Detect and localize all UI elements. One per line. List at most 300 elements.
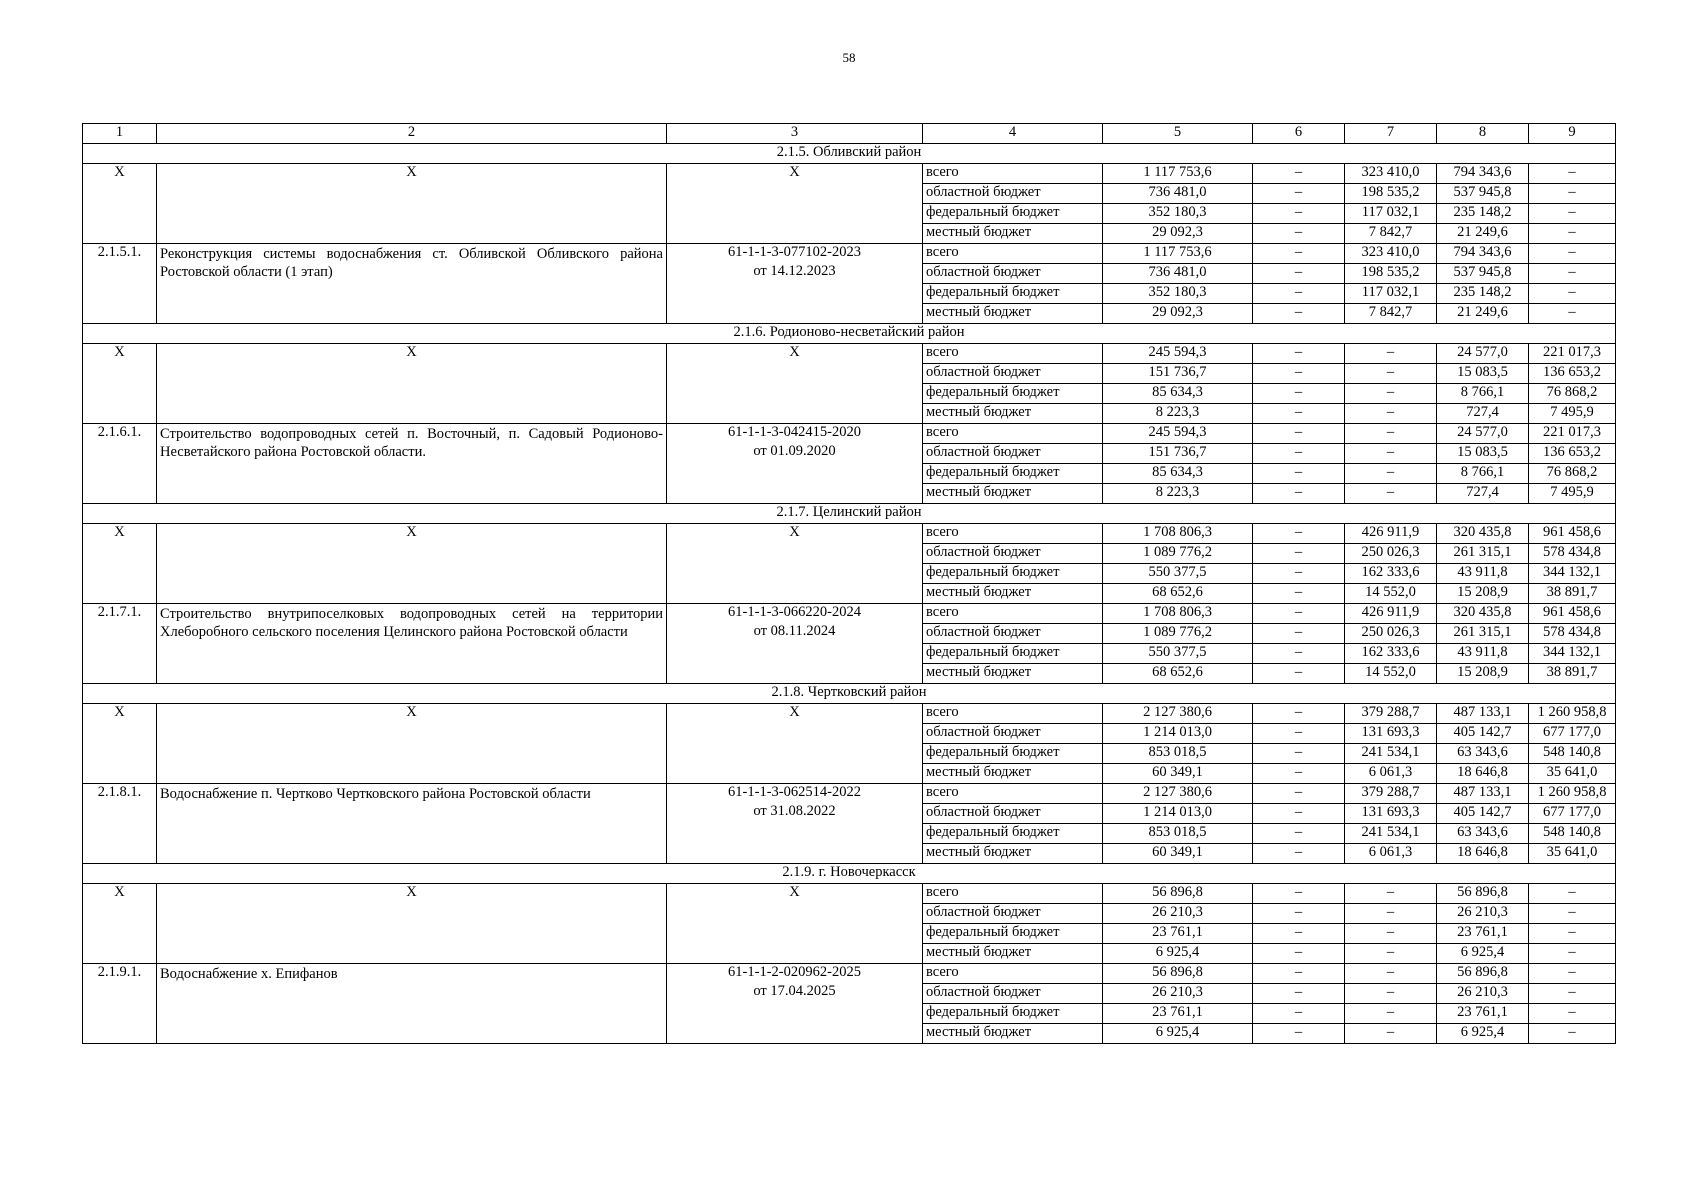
table-row [83,884,1616,904]
budget-source: федеральный бюджет [923,464,1103,484]
budget-source: местный бюджет [923,484,1103,504]
year-col-7: – [1345,1004,1437,1024]
item-description: Водоснабжение х. Епифанов [157,964,667,1044]
budget-source: всего [923,244,1103,264]
year-col-7: 131 693,3 [1345,724,1437,744]
document-date: от 31.08.2022 [753,802,836,819]
total-amount: 2 127 380,6 [1103,784,1253,804]
total-amount: 151 736,7 [1103,444,1253,464]
year-col-7: – [1345,444,1437,464]
year-col-7: 7 842,7 [1345,224,1437,244]
year-col-8: 43 911,8 [1437,644,1529,664]
year-col-6: – [1253,184,1345,204]
year-col-8: 56 896,8 [1437,964,1529,984]
total-amount: 29 092,3 [1103,304,1253,324]
budget-source: всего [923,344,1103,364]
year-col-7: – [1345,1024,1437,1044]
year-col-7: 426 911,9 [1345,524,1437,544]
year-col-6: – [1253,264,1345,284]
section-title: 2.1.9. г. Новочеркасск [83,864,1616,884]
year-col-9: 35 641,0 [1529,844,1616,864]
document-number: X [789,344,800,360]
total-amount: 60 349,1 [1103,764,1253,784]
document-date: от 14.12.2023 [753,262,836,279]
total-amount: 1 708 806,3 [1103,604,1253,624]
year-col-8: 15 083,5 [1437,364,1529,384]
document-number: 61-1-1-3-062514-2022 [728,784,861,800]
year-col-7: 117 032,1 [1345,204,1437,224]
total-amount: 1 089 776,2 [1103,544,1253,564]
item-number: 2.1.9.1. [83,964,157,1044]
year-col-8: 24 577,0 [1437,344,1529,364]
year-col-7: 198 535,2 [1345,184,1437,204]
table-row [83,524,1616,544]
year-col-9: 578 434,8 [1529,624,1616,644]
year-col-7: – [1345,424,1437,444]
document-date: от 01.09.2020 [753,442,836,459]
year-col-8: 261 315,1 [1437,544,1529,564]
year-col-7: – [1345,884,1437,904]
year-col-6: – [1253,204,1345,224]
year-col-6: – [1253,304,1345,324]
year-col-9: – [1529,964,1616,984]
year-col-6: – [1253,804,1345,824]
year-col-7: – [1345,484,1437,504]
total-amount: 56 896,8 [1103,964,1253,984]
year-col-7: 323 410,0 [1345,244,1437,264]
year-col-7: 6 061,3 [1345,764,1437,784]
year-col-8: 727,4 [1437,404,1529,424]
year-col-6: – [1253,984,1345,1004]
year-col-8: 8 766,1 [1437,464,1529,484]
total-amount: 2 127 380,6 [1103,704,1253,724]
item-number: 2.1.8.1. [83,784,157,864]
item-document [667,884,923,964]
item-number: X [83,704,157,784]
year-col-9: – [1529,944,1616,964]
year-col-7: – [1345,904,1437,924]
column-header: 6 [1253,124,1345,144]
year-col-6: – [1253,524,1345,544]
item-description: X [157,704,667,784]
section-title-row [83,144,1616,164]
budget-source: федеральный бюджет [923,924,1103,944]
total-amount: 85 634,3 [1103,384,1253,404]
column-header: 1 [83,124,157,144]
total-amount: 23 761,1 [1103,1004,1253,1024]
item-number: X [83,164,157,244]
year-col-7: 131 693,3 [1345,804,1437,824]
year-col-8: 320 435,8 [1437,524,1529,544]
year-col-9: – [1529,1004,1616,1024]
year-col-7: – [1345,404,1437,424]
year-col-8: 23 761,1 [1437,1004,1529,1024]
year-col-6: – [1253,744,1345,764]
budget-source: местный бюджет [923,944,1103,964]
total-amount: 550 377,5 [1103,644,1253,664]
item-document [667,164,923,244]
column-header: 3 [667,124,923,144]
year-col-9: 38 891,7 [1529,664,1616,684]
year-col-9: 1 260 958,8 [1529,784,1616,804]
document-number: 61-1-1-3-066220-2024 [728,604,861,620]
year-col-6: – [1253,544,1345,564]
year-col-8: 15 083,5 [1437,444,1529,464]
item-number: X [83,344,157,424]
year-col-7: – [1345,924,1437,944]
budget-source: всего [923,604,1103,624]
column-header-row [83,124,1616,144]
budget-source: всего [923,964,1103,984]
section-title: 2.1.7. Целинский район [83,504,1616,524]
total-amount: 1 214 013,0 [1103,804,1253,824]
year-col-9: 38 891,7 [1529,584,1616,604]
document-date: от 08.11.2024 [753,622,836,639]
year-col-9: 344 132,1 [1529,564,1616,584]
column-header: 9 [1529,124,1616,144]
total-amount: 853 018,5 [1103,824,1253,844]
year-col-6: – [1253,424,1345,444]
table-row [83,424,1616,444]
year-col-9: – [1529,184,1616,204]
budget-table [82,123,1616,1044]
budget-source: федеральный бюджет [923,384,1103,404]
year-col-6: – [1253,464,1345,484]
year-col-9: – [1529,984,1616,1004]
year-col-7: 426 911,9 [1345,604,1437,624]
year-col-8: 21 249,6 [1437,224,1529,244]
year-col-7: 162 333,6 [1345,644,1437,664]
year-col-9: – [1529,1024,1616,1044]
total-amount: 29 092,3 [1103,224,1253,244]
total-amount: 1 117 753,6 [1103,244,1253,264]
budget-source: всего [923,164,1103,184]
budget-source: местный бюджет [923,1024,1103,1044]
document-number: X [789,704,800,720]
year-col-8: 537 945,8 [1437,264,1529,284]
budget-source: областной бюджет [923,624,1103,644]
budget-source: местный бюджет [923,844,1103,864]
year-col-7: 241 534,1 [1345,824,1437,844]
table-row [83,704,1616,724]
section-title-row [83,324,1616,344]
section-title: 2.1.8. Чертковский район [83,684,1616,704]
year-col-8: 23 761,1 [1437,924,1529,944]
year-col-9: 578 434,8 [1529,544,1616,564]
page-number: 58 [842,50,856,65]
year-col-8: 24 577,0 [1437,424,1529,444]
section-title: 2.1.5. Обливский район [83,144,1616,164]
year-col-6: – [1253,564,1345,584]
item-document [667,604,923,684]
budget-source: областной бюджет [923,724,1103,744]
year-col-8: 56 896,8 [1437,884,1529,904]
year-col-8: 487 133,1 [1437,704,1529,724]
year-col-9: – [1529,244,1616,264]
year-col-6: – [1253,164,1345,184]
table-row [83,244,1616,264]
budget-source: областной бюджет [923,804,1103,824]
year-col-8: 405 142,7 [1437,724,1529,744]
year-col-6: – [1253,284,1345,304]
year-col-8: 794 343,6 [1437,244,1529,264]
total-amount: 8 223,3 [1103,404,1253,424]
year-col-7: – [1345,344,1437,364]
year-col-9: 1 260 958,8 [1529,704,1616,724]
year-col-6: – [1253,764,1345,784]
year-col-6: – [1253,964,1345,984]
item-description: Реконструкция системы водоснабжения ст. Обливской Обливского района Ростовской области (1 этап) [157,244,667,324]
total-amount: 151 736,7 [1103,364,1253,384]
table-row [83,784,1616,804]
document-number: X [789,164,800,180]
budget-source: всего [923,884,1103,904]
budget-source: федеральный бюджет [923,564,1103,584]
year-col-8: 537 945,8 [1437,184,1529,204]
budget-source: областной бюджет [923,544,1103,564]
year-col-6: – [1253,344,1345,364]
item-document [667,964,923,1044]
item-number: X [83,884,157,964]
year-col-6: – [1253,664,1345,684]
item-document [667,244,923,324]
total-amount: 23 761,1 [1103,924,1253,944]
table-row [83,604,1616,624]
section-title-row [83,504,1616,524]
year-col-7: 7 842,7 [1345,304,1437,324]
year-col-9: 221 017,3 [1529,424,1616,444]
total-amount: 550 377,5 [1103,564,1253,584]
document-number: X [789,524,800,540]
year-col-9: 7 495,9 [1529,484,1616,504]
year-col-7: – [1345,944,1437,964]
item-description: X [157,884,667,964]
budget-source: местный бюджет [923,404,1103,424]
column-header: 4 [923,124,1103,144]
year-col-6: – [1253,384,1345,404]
year-col-7: – [1345,984,1437,1004]
table-row [83,964,1616,984]
year-col-8: 63 343,6 [1437,744,1529,764]
year-col-9: 136 653,2 [1529,364,1616,384]
budget-source: федеральный бюджет [923,644,1103,664]
year-col-6: – [1253,624,1345,644]
year-col-7: 241 534,1 [1345,744,1437,764]
year-col-7: 14 552,0 [1345,664,1437,684]
year-col-8: 6 925,4 [1437,944,1529,964]
year-col-9: 136 653,2 [1529,444,1616,464]
year-col-7: 250 026,3 [1345,544,1437,564]
year-col-7: 323 410,0 [1345,164,1437,184]
budget-source: местный бюджет [923,664,1103,684]
budget-source: областной бюджет [923,984,1103,1004]
column-header: 7 [1345,124,1437,144]
total-amount: 26 210,3 [1103,984,1253,1004]
year-col-8: 6 925,4 [1437,1024,1529,1044]
budget-source: федеральный бюджет [923,824,1103,844]
year-col-7: – [1345,964,1437,984]
year-col-6: – [1253,364,1345,384]
item-document [667,704,923,784]
year-col-8: 8 766,1 [1437,384,1529,404]
year-col-9: – [1529,304,1616,324]
budget-source: областной бюджет [923,444,1103,464]
year-col-7: 250 026,3 [1345,624,1437,644]
year-col-8: 794 343,6 [1437,164,1529,184]
year-col-8: 18 646,8 [1437,764,1529,784]
year-col-7: – [1345,384,1437,404]
year-col-9: 548 140,8 [1529,824,1616,844]
budget-source: федеральный бюджет [923,744,1103,764]
year-col-6: – [1253,844,1345,864]
item-description: Водоснабжение п. Чертково Чертковского района Ростовской области [157,784,667,864]
budget-source: федеральный бюджет [923,1004,1103,1024]
year-col-6: – [1253,244,1345,264]
total-amount: 26 210,3 [1103,904,1253,924]
year-col-9: 76 868,2 [1529,384,1616,404]
year-col-8: 15 208,9 [1437,584,1529,604]
year-col-7: 117 032,1 [1345,284,1437,304]
year-col-8: 235 148,2 [1437,204,1529,224]
budget-source: местный бюджет [923,764,1103,784]
year-col-8: 63 343,6 [1437,824,1529,844]
year-col-7: – [1345,464,1437,484]
year-col-7: 198 535,2 [1345,264,1437,284]
year-col-9: 548 140,8 [1529,744,1616,764]
total-amount: 245 594,3 [1103,424,1253,444]
year-col-6: – [1253,1004,1345,1024]
item-number: X [83,524,157,604]
year-col-6: – [1253,604,1345,624]
year-col-9: 961 458,6 [1529,524,1616,544]
total-amount: 68 652,6 [1103,664,1253,684]
year-col-9: 344 132,1 [1529,644,1616,664]
document-number: X [789,884,800,900]
year-col-6: – [1253,784,1345,804]
total-amount: 6 925,4 [1103,1024,1253,1044]
year-col-6: – [1253,924,1345,944]
budget-source: всего [923,704,1103,724]
total-amount: 8 223,3 [1103,484,1253,504]
year-col-9: – [1529,884,1616,904]
budget-source: местный бюджет [923,584,1103,604]
year-col-8: 405 142,7 [1437,804,1529,824]
year-col-6: – [1253,704,1345,724]
year-col-6: – [1253,584,1345,604]
document-number: 61-1-1-3-077102-2023 [728,244,861,260]
total-amount: 352 180,3 [1103,284,1253,304]
year-col-7: 6 061,3 [1345,844,1437,864]
total-amount: 853 018,5 [1103,744,1253,764]
document-date: от 17.04.2025 [753,982,836,999]
year-col-8: 21 249,6 [1437,304,1529,324]
total-amount: 6 925,4 [1103,944,1253,964]
total-amount: 736 481,0 [1103,264,1253,284]
item-description: X [157,524,667,604]
year-col-9: 677 177,0 [1529,804,1616,824]
year-col-9: 221 017,3 [1529,344,1616,364]
column-header: 2 [157,124,667,144]
item-description: X [157,164,667,244]
total-amount: 1 089 776,2 [1103,624,1253,644]
item-description: Строительство водопроводных сетей п. Восточный, п. Садовый Родионово-Несветайского района Ростовской области. [157,424,667,504]
year-col-6: – [1253,944,1345,964]
year-col-7: 162 333,6 [1345,564,1437,584]
year-col-7: – [1345,364,1437,384]
year-col-9: 677 177,0 [1529,724,1616,744]
year-col-6: – [1253,824,1345,844]
item-description: X [157,344,667,424]
section-title: 2.1.6. Родионово-несветайский район [83,324,1616,344]
total-amount: 1 214 013,0 [1103,724,1253,744]
year-col-6: – [1253,444,1345,464]
budget-source: областной бюджет [923,184,1103,204]
year-col-6: – [1253,224,1345,244]
budget-source: всего [923,424,1103,444]
year-col-8: 26 210,3 [1437,904,1529,924]
year-col-8: 320 435,8 [1437,604,1529,624]
budget-source: местный бюджет [923,304,1103,324]
year-col-9: 35 641,0 [1529,764,1616,784]
total-amount: 85 634,3 [1103,464,1253,484]
year-col-6: – [1253,904,1345,924]
budget-source: местный бюджет [923,224,1103,244]
total-amount: 68 652,6 [1103,584,1253,604]
total-amount: 60 349,1 [1103,844,1253,864]
total-amount: 245 594,3 [1103,344,1253,364]
budget-source: областной бюджет [923,364,1103,384]
budget-source: всего [923,524,1103,544]
item-document [667,424,923,504]
year-col-9: – [1529,904,1616,924]
year-col-8: 235 148,2 [1437,284,1529,304]
total-amount: 56 896,8 [1103,884,1253,904]
year-col-6: – [1253,644,1345,664]
year-col-8: 15 208,9 [1437,664,1529,684]
year-col-6: – [1253,1024,1345,1044]
section-title-row [83,864,1616,884]
year-col-8: 487 133,1 [1437,784,1529,804]
document-number: 61-1-1-3-042415-2020 [728,424,861,440]
item-document [667,784,923,864]
budget-source: федеральный бюджет [923,284,1103,304]
item-number: 2.1.5.1. [83,244,157,324]
budget-source: федеральный бюджет [923,204,1103,224]
total-amount: 1 117 753,6 [1103,164,1253,184]
item-document [667,524,923,604]
year-col-6: – [1253,484,1345,504]
year-col-8: 43 911,8 [1437,564,1529,584]
table-row [83,344,1616,364]
item-document [667,344,923,424]
document-number: 61-1-1-2-020962-2025 [728,964,861,980]
year-col-6: – [1253,884,1345,904]
section-title-row [83,684,1616,704]
year-col-7: 14 552,0 [1345,584,1437,604]
year-col-7: 379 288,7 [1345,704,1437,724]
total-amount: 1 708 806,3 [1103,524,1253,544]
item-description: Строительство внутрипоселковых водопроводных сетей на территории Хлеборобного сельского поселения Целинского района Ростовской области [157,604,667,684]
year-col-9: – [1529,224,1616,244]
item-number: 2.1.6.1. [83,424,157,504]
year-col-8: 18 646,8 [1437,844,1529,864]
item-number: 2.1.7.1. [83,604,157,684]
year-col-9: – [1529,204,1616,224]
year-col-9: 961 458,6 [1529,604,1616,624]
year-col-9: – [1529,264,1616,284]
budget-source: областной бюджет [923,264,1103,284]
year-col-9: 7 495,9 [1529,404,1616,424]
